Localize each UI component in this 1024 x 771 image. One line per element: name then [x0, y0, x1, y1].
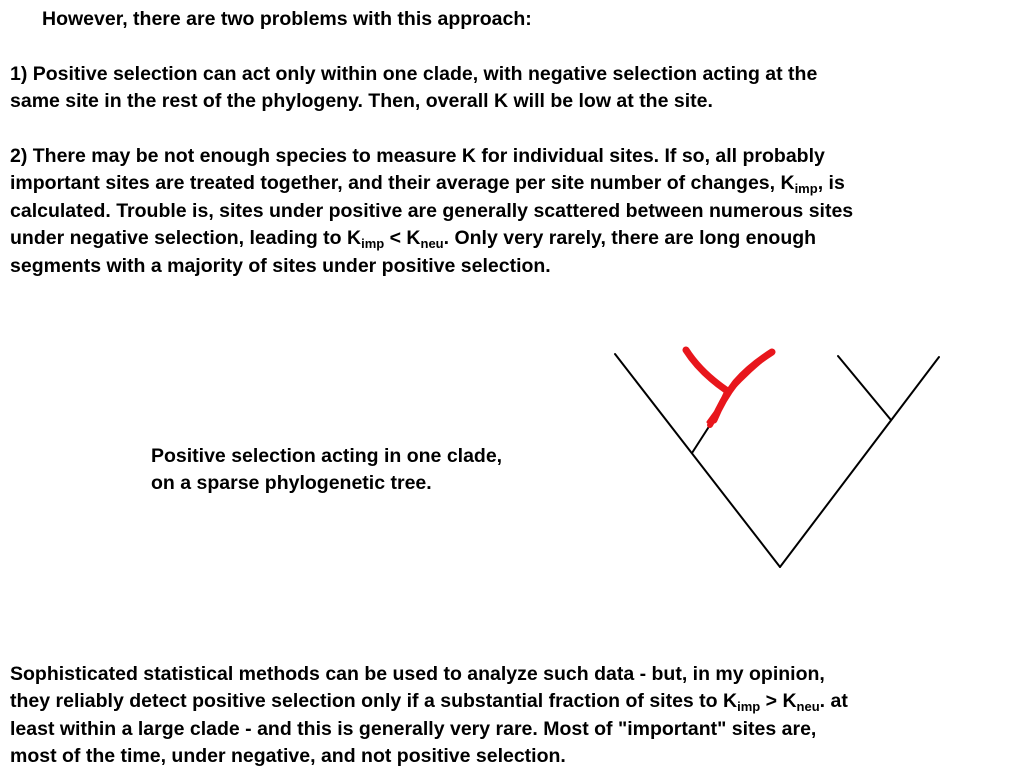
conclusion-line-3: least within a large clade - and this is generally very rare. Most of "important" sites are,: [10, 717, 817, 740]
tree-branches: [615, 354, 939, 567]
conclusion-paragraph: [10, 661, 848, 771]
tree-caption-line-2: on a sparse phylogenetic tree.: [151, 472, 432, 495]
slide-heading: However, there are two problems with this approach:: [42, 8, 532, 30]
k-neu-subscript: neu: [796, 699, 820, 715]
tree-caption-line-1: Positive selection acting in one clade,: [151, 445, 503, 467]
problem-1-line-2: same site in the rest of the phylogeny. Then, overall K will be low at the site.: [10, 90, 713, 113]
problem-2-line-1: 2) There may be not enough species to measure K for individual sites. If so, all probably: [10, 145, 825, 167]
problem-2-line-3: calculated. Trouble is, sites under positive are generally scattered between numerous sites: [10, 199, 854, 222]
conclusion-line-2-op: > K: [760, 690, 797, 713]
k-neu-subscript: neu: [420, 236, 444, 252]
conclusion-line-2: [10, 688, 848, 715]
conclusion-line-2-text: they reliably detect positive selection only if a substantial fraction of sites to K: [10, 690, 738, 713]
tree-right-trunk: [780, 357, 939, 567]
problem-2-line-2-text: important sites are treated together, and their average per site number of changes, K: [10, 172, 795, 195]
problem-2-line-2-tail: , is: [817, 172, 845, 195]
k-imp-subscript: imp: [794, 181, 818, 197]
k-imp-subscript: imp: [737, 699, 761, 715]
problem-1-paragraph: [10, 61, 817, 116]
problem-1-line-1: 1) Positive selection can act only within one clade, with negative selection acting at the: [10, 63, 818, 85]
problem-2-line-4-op: < K: [384, 227, 421, 250]
tree-left-trunk: [615, 354, 780, 567]
problem-2-line-4-text: under negative selection, leading to K: [10, 227, 362, 250]
problem-2-line-4: [10, 225, 853, 252]
k-imp-subscript: imp: [361, 236, 385, 252]
problem-2-paragraph: [10, 143, 853, 280]
tree-clade-branch-right: [838, 356, 891, 420]
conclusion-line-2-tail: . at: [819, 690, 848, 713]
tree-caption: [151, 443, 502, 498]
conclusion-line-4: most of the time, under negative, and not positive selection.: [10, 745, 566, 768]
tree-clade-branch-left: [692, 425, 710, 453]
positive-selection-mark: [686, 350, 772, 425]
problem-2-line-4-tail: . Only very rarely, there are long enough: [443, 227, 817, 250]
problem-2-line-5: segments with a majority of sites under positive selection.: [10, 254, 551, 277]
phylogenetic-tree-diagram: [590, 330, 960, 580]
positive-selection-scribble-stem: [710, 390, 728, 425]
conclusion-line-1: Sophisticated statistical methods can be used to analyze such data - but, in my opinion,: [10, 663, 825, 685]
problem-2-line-2: [10, 170, 853, 197]
